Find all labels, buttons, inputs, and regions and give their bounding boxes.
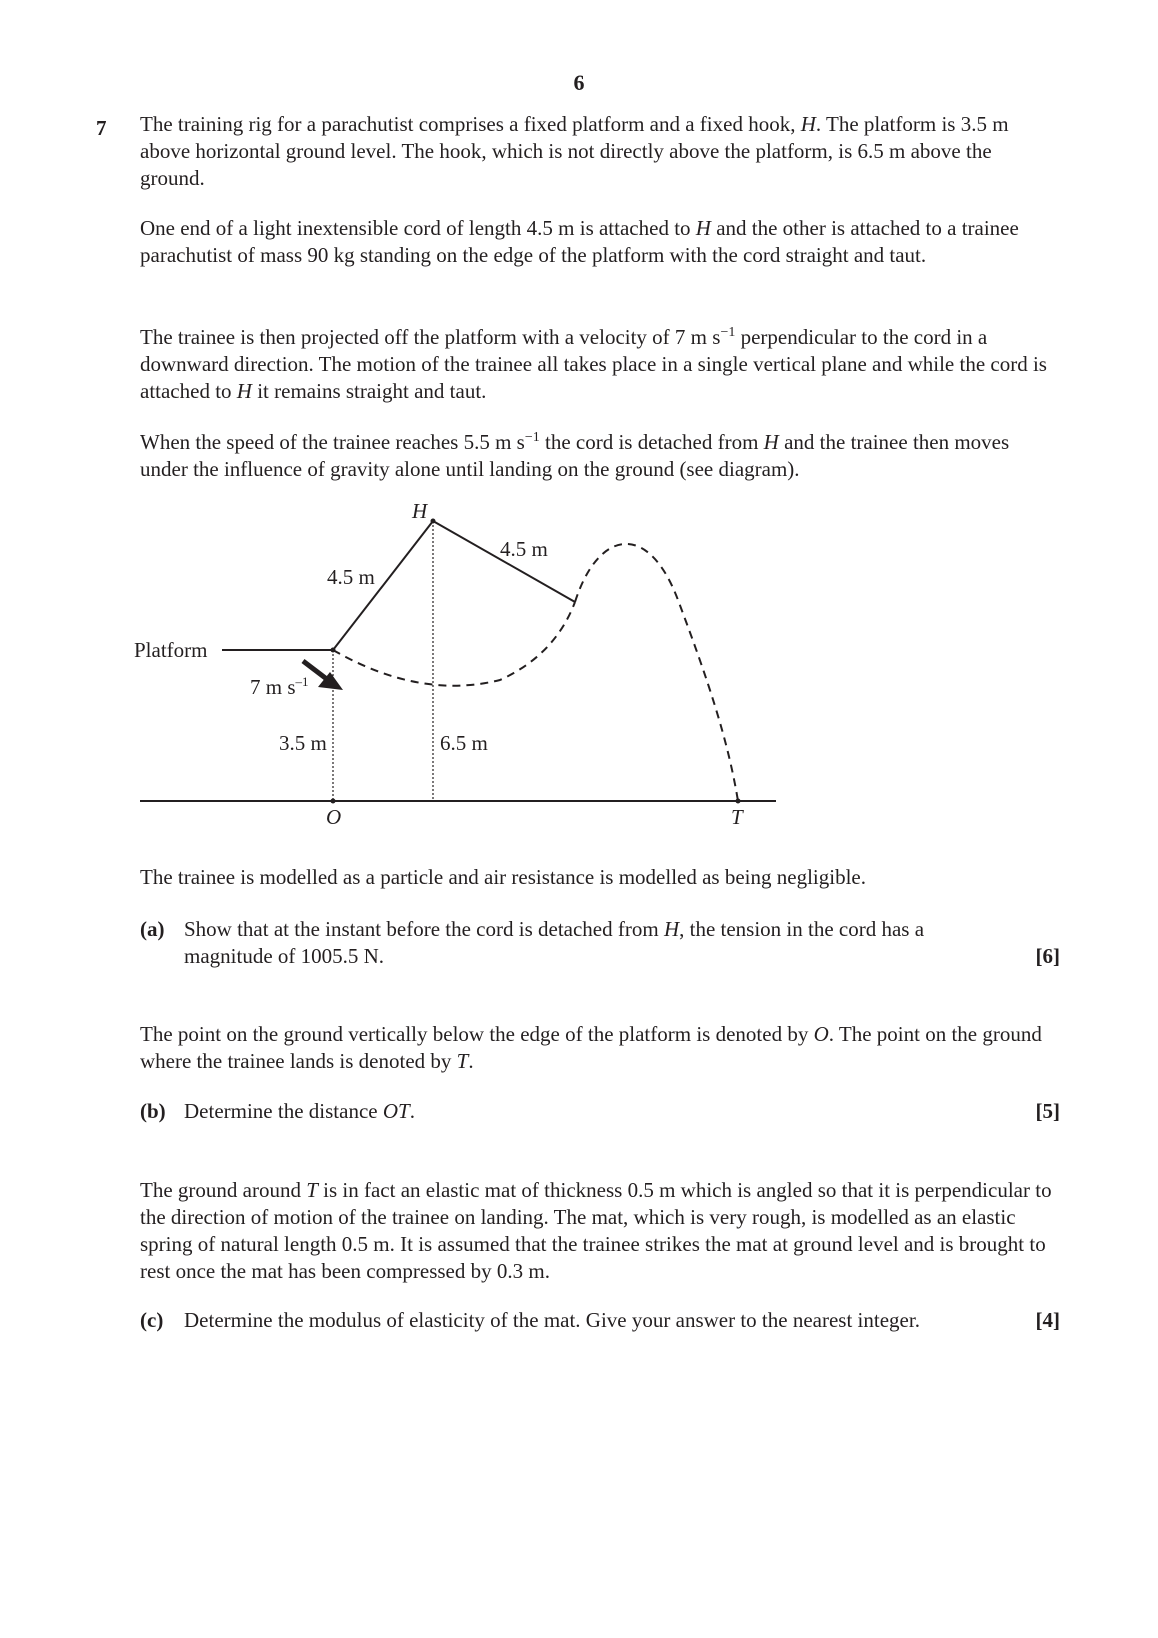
- part-a-label: (a): [140, 917, 165, 941]
- point-t: [736, 799, 741, 804]
- label-platform-height: 3.5 m: [279, 731, 327, 755]
- part-c: [140, 1307, 1060, 1337]
- circular-path: [333, 602, 575, 686]
- projectile-path: [575, 544, 738, 801]
- page-number: 6: [573, 70, 585, 95]
- part-a-text: Show that at the instant before the cord is detached from H, the tension in the cord has a magnitude of 1005.5 N.: [184, 917, 925, 968]
- platform-edge-point: [331, 648, 336, 653]
- cord-at-detach: [433, 521, 575, 602]
- point-definition: The point on the ground vertically below the edge of the platform is denoted by O. The point on the ground where the trainee lands is denoted by T.: [140, 1022, 1042, 1073]
- label-hook-height: 6.5 m: [440, 731, 488, 755]
- model-statement: The trainee is modelled as a particle and air resistance is modelled as being negligible.: [140, 865, 866, 889]
- label-o: O: [326, 805, 342, 829]
- part-c-text: Determine the modulus of elasticity of the mat. Give your answer to the nearest integer.: [184, 1308, 920, 1332]
- mat-description: The ground around T is in fact an elastic mat of thickness 0.5 m which is angled so that it is perpendicular to the direction of motion of the trainee on landing. The mat, which is very rough, is modelled as an elastic spring of natural length 0.5 m. It is assumed that the trainee strikes the mat at ground level and is brought to rest once the mat has been compressed by 0.3 m.: [140, 1178, 1052, 1283]
- part-a: [140, 916, 1060, 976]
- intro-paragraph-2: One end of a light inextensible cord of length 4.5 m is attached to H and the other is attached to a trainee parachutist of mass 90 kg standing on the edge of the platform with the cord straight and taut.: [140, 216, 1019, 267]
- intro-paragraph-1: The training rig for a parachutist comprises a fixed platform and a fixed hook, H. The platform is 3.5 m above horizontal ground level. The hook, which is not directly above the platform, is 6.5 m above the ground.: [140, 112, 1009, 190]
- label-cord-right: 4.5 m: [500, 537, 548, 561]
- intro-paragraph-4: When the speed of the trainee reaches 5.5 m $s^{-1}$ the cord is detached from H and the trainee then moves under the influence of gravity alone until landing on the ground (see diagram).: [140, 430, 1010, 481]
- label-cord-left: 4.5 m: [327, 565, 375, 589]
- question-number: 7: [96, 116, 107, 140]
- part-b: [140, 1098, 1060, 1128]
- intro-paragraph-3: The trainee is then projected off the platform with a velocity of 7 m $s^{-1}$ perpendicular to the cord in a downward direction. The motion of the trainee all takes place in a single vertical plane and while the cord is attached to H it remains straight and taut.: [140, 325, 1047, 403]
- part-c-marks: [4]: [1035, 1308, 1060, 1332]
- label-platform: Platform: [134, 638, 208, 662]
- part-c-label: (c): [140, 1308, 164, 1332]
- label-velocity: 7 m $s^{-1}$: [250, 674, 309, 699]
- label-h: H: [412, 499, 428, 523]
- label-t: T: [731, 805, 743, 829]
- part-b-label: (b): [140, 1099, 166, 1123]
- point-o: [331, 799, 336, 804]
- part-a-marks: [6]: [1035, 944, 1060, 968]
- part-b-marks: [5]: [1035, 1099, 1060, 1123]
- part-b-text: Determine the distance OT.: [184, 1099, 415, 1123]
- hook-point: [431, 519, 436, 524]
